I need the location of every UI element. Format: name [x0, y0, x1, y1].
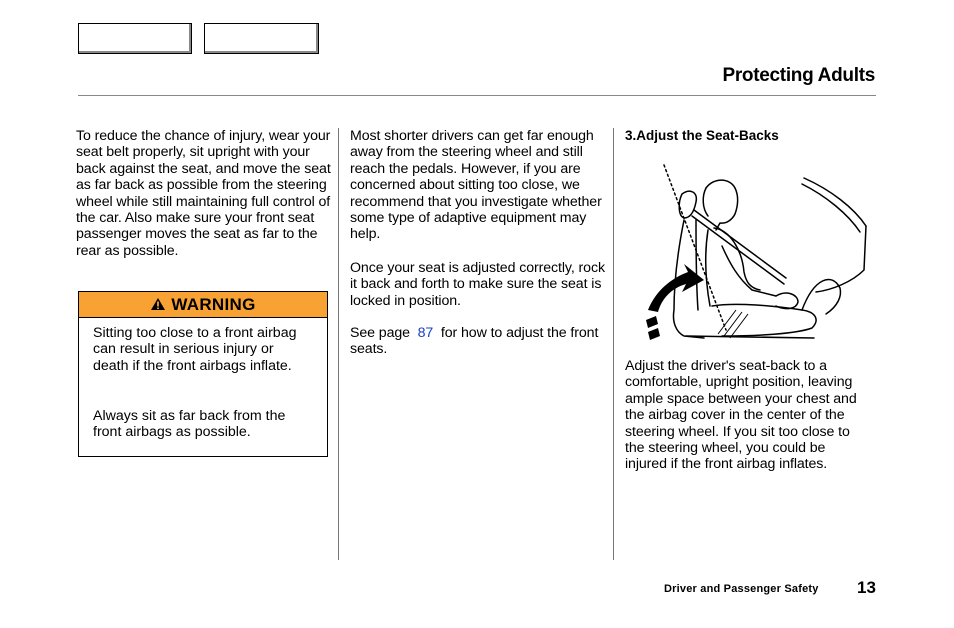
warning-box	[78, 291, 328, 457]
warning-text-1: Sitting too close to a front airbag can result in serious injury or death if the front airbags inflate.	[93, 325, 297, 374]
header-divider	[78, 95, 876, 96]
warning-text-2: Always sit as far back from the front airbags as possible.	[93, 408, 286, 441]
intro-paragraph: To reduce the chance of injury, wear your seat belt properly, sit upright with your back against the seat, and move the seat as far back as possible from the steering wheel while still maintaining full control of the car. Also make sure your front seat passenger moves the seat as far to the rear as possible.	[76, 128, 331, 259]
seat-back-illustration	[626, 160, 868, 346]
section-heading: 3.Adjust the Seat-Backs	[625, 128, 779, 143]
warning-header	[79, 292, 327, 318]
column-divider-1	[338, 128, 339, 560]
rock-seat-paragraph: Once your seat is adjusted correctly, rock it back and forth to make sure the seat is locked in position.	[350, 260, 605, 309]
page-87-link[interactable]: 87	[417, 325, 434, 341]
nav-button-previous[interactable]	[78, 23, 192, 54]
warning-label: WARNING	[171, 294, 256, 314]
warning-triangle-icon	[150, 296, 166, 316]
shorter-drivers-paragraph: Most shorter drivers can get far enough away from the steering wheel and still reach the pedals. However, if you are concerned about sitting too close, we recommend that you investigate whether some type of adaptive equipment may help.	[350, 128, 602, 243]
nav-button-next[interactable]	[204, 23, 319, 54]
seat-back-paragraph: Adjust the driver's seat-back to a comfortable, upright position, leaving ample space between your chest and the airbag cover in the center of the steering wheel. If you sit too close to the steering wheel, you could be injured if the front airbag inflates.	[625, 358, 857, 473]
footer-section-title: Driver and Passenger Safety	[664, 583, 819, 595]
see-page-text: See page	[350, 325, 410, 341]
page-number: 13	[857, 578, 876, 597]
column-divider-2	[613, 128, 614, 560]
see-page-text-after: for how to adjust the front seats.	[350, 325, 599, 358]
see-page-paragraph	[350, 325, 605, 358]
page-title: Protecting Adults	[722, 65, 875, 86]
